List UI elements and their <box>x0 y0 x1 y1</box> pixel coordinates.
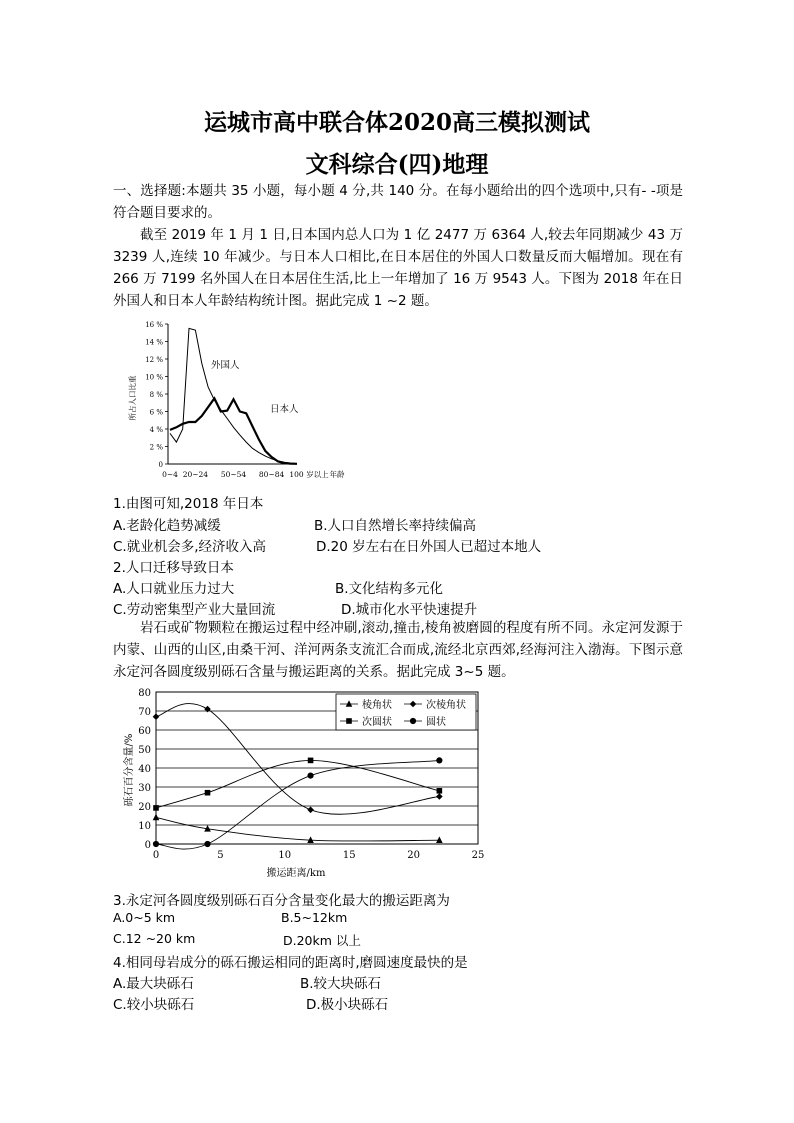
chart2-x-tick-label: 20 <box>407 850 420 861</box>
chart2-x-tick-label: 0 <box>152 850 160 861</box>
population-age-chart <box>125 312 365 484</box>
q2-stem: 2.人口迁移导致日本 <box>113 560 234 576</box>
data-point-circle <box>307 773 313 779</box>
legend-label-diamond: 次棱角状 <box>426 700 466 711</box>
passage-population: 截至 2019 年 1 月 1 日,日本国内总人口为 1 亿 2477 万 6364 人,较去年同期减少 43 万 3239 人,连续 10 年减少。与日本人口相比,在日本居住的外国人口数量反而大幅增加。现在有 266 万 7199 名外国人在日本居住生活,比上一年增加了 16 万 9543 人。下图为 2018 年在日外国人和日本人年龄结构统计图。据此完成 1 ~2 题。 <box>113 227 683 309</box>
chart2-legend <box>336 694 476 730</box>
chart1-y-tick-label: 12 % <box>145 356 163 364</box>
chart1-y-tick-label: 10 % <box>145 373 163 382</box>
q3-option-d[interactable]: D.20km 以上 <box>283 933 361 948</box>
q2-option-d[interactable]: D.城市化水平快速提升 <box>341 602 478 618</box>
q4-stem: 4.相同母岩成分的砾石搬运相同的距离时,磨圆速度最快的是 <box>113 955 468 971</box>
legend-marker-circle <box>410 718 416 724</box>
q1-option-d[interactable]: D.20 岁左右在日外国人已超过本地人 <box>316 539 542 555</box>
q4-option-a[interactable]: A.最大块砾石 <box>113 976 194 992</box>
chart1-x-tick-label: 0~4 <box>162 470 178 479</box>
q2-option-a[interactable]: A.人口就业压力过大 <box>113 581 235 597</box>
gravel-roundness-chart <box>120 684 490 882</box>
q4-option-d[interactable]: D.极小块砾石 <box>306 997 389 1013</box>
q1-stem: 1.由图可知,2018 年日本 <box>113 496 264 512</box>
data-point-circle <box>153 841 159 847</box>
chart2-y-tick-label: 70 <box>138 707 151 718</box>
chart2-y-tick-label: 0 <box>144 840 151 851</box>
data-point-circle <box>204 841 210 847</box>
chart1-y-ticks <box>145 321 168 469</box>
legend-label-triangle: 棱角状 <box>362 700 392 711</box>
chart1-y-tick-label: 0 <box>158 461 163 469</box>
chart1-x-tick-label: 80~84 <box>258 470 285 479</box>
chart2-y-tick-label: 20 <box>138 802 151 813</box>
q3-option-b[interactable]: B.5~12km <box>281 910 348 925</box>
legend-label-square: 次圆状 <box>362 717 392 728</box>
chart2-y-tick-label: 10 <box>138 821 151 832</box>
series-line-circle <box>156 760 439 849</box>
chart1-axes <box>168 324 295 464</box>
chart2-y-tick-label: 30 <box>138 783 151 794</box>
q3-stem: 3.永定河各圆度级别砾石百分含量变化最大的搬运距离为 <box>113 893 450 909</box>
chart1-x-tick-label: 20~24 <box>182 470 209 479</box>
section-intro: 一、选择题:本题共 35 小题，每小题 4 分,共 140 分。在每小题给出的四个选项中,只有- -项是符合题目要求的。 <box>113 183 683 221</box>
q1-option-c[interactable]: C.就业机会多,经济收入高 <box>113 539 267 555</box>
exam-title: 运城市高中联合体2020高三模拟测试 <box>203 109 590 136</box>
chart1-y-tick-label: 16 % <box>145 321 163 329</box>
data-point-diamond <box>153 713 160 720</box>
q3-option-a[interactable]: A.0~5 km <box>113 910 176 925</box>
series-line-foreign <box>170 328 297 463</box>
q4-option-b[interactable]: B.较大块砾石 <box>300 976 382 992</box>
data-point-diamond <box>307 807 314 814</box>
data-point-square <box>308 758 314 764</box>
exam-subtitle: 文科综合(四)地理 <box>305 151 489 178</box>
chart1-y-tick-label: 8 % <box>149 391 163 399</box>
chart2-x-tick-label: 25 <box>471 850 485 861</box>
data-point-square <box>153 805 159 811</box>
series-line-square <box>156 760 439 808</box>
chart1-y-tick-label: 2 % <box>149 443 163 452</box>
data-point-square <box>205 790 211 796</box>
chart2-y-tick-label: 50 <box>138 745 151 756</box>
data-point-diamond <box>204 706 211 713</box>
label-japanese: 日本人 <box>270 404 299 415</box>
label-foreign: 外国人 <box>211 360 240 371</box>
chart1-x-tick-label: 50~54 <box>220 470 247 479</box>
q2-option-b[interactable]: B.文化结构多元化 <box>335 581 444 597</box>
q3-option-c[interactable]: C.12 ~20 km <box>113 931 196 946</box>
passage-gravel: 岩石或矿物颗粒在搬运过程中经冲刷,滚动,撞击,棱角被磨圆的程度有所不同。永定河发源于内蒙、山西的山区,由桑干河、洋河两条支流汇合而成,流经北京西郊,经海河注入渤海。下图示意永定河各圆度级别砾石含量与搬运距离的关系。据此完成 3~5 题。 <box>113 620 683 680</box>
chart2-x-tick-label: 10 <box>278 850 292 861</box>
q4-option-c[interactable]: C.较小块砾石 <box>113 997 195 1013</box>
chart2-y-tick-label: 60 <box>138 726 151 737</box>
chart2-y-tick-label: 40 <box>138 764 151 775</box>
chart2-y-label: 砾石百分含量/% <box>124 733 135 807</box>
chart2-x-tick-label: 15 <box>342 850 356 861</box>
chart1-x-tick-label: 100 岁以上 <box>289 470 329 479</box>
chart1-y-tick-label: 4 % <box>149 426 163 434</box>
chart2-x-tick-label: 5 <box>217 850 224 861</box>
legend-label-circle: 圆状 <box>426 717 446 728</box>
chart1-y-tick-label: 14 % <box>145 338 163 347</box>
chart1-x-ticks <box>162 469 345 479</box>
q2-option-c[interactable]: C.劳动密集型产业大量回流 <box>113 602 276 618</box>
data-point-square <box>437 788 443 794</box>
chart2-x-label: 搬运距离/km <box>266 868 326 879</box>
series-line-triangle <box>156 817 439 841</box>
data-point-diamond <box>436 793 443 800</box>
data-point-triangle <box>436 836 443 843</box>
q1-option-a[interactable]: A.老龄化趋势减缓 <box>113 518 221 534</box>
chart2-y-tick-label: 80 <box>138 688 151 699</box>
chart1-y-tick-label: 6 % <box>149 408 163 417</box>
data-point-triangle <box>153 814 160 821</box>
chart1-y-label: 所占人口比重 <box>128 375 137 421</box>
legend-marker-square <box>346 718 352 724</box>
data-point-circle <box>436 757 442 763</box>
chart1-x-axis-title: 年龄 <box>329 470 345 479</box>
q1-option-b[interactable]: B.人口自然增长率持续偏高 <box>314 518 477 534</box>
